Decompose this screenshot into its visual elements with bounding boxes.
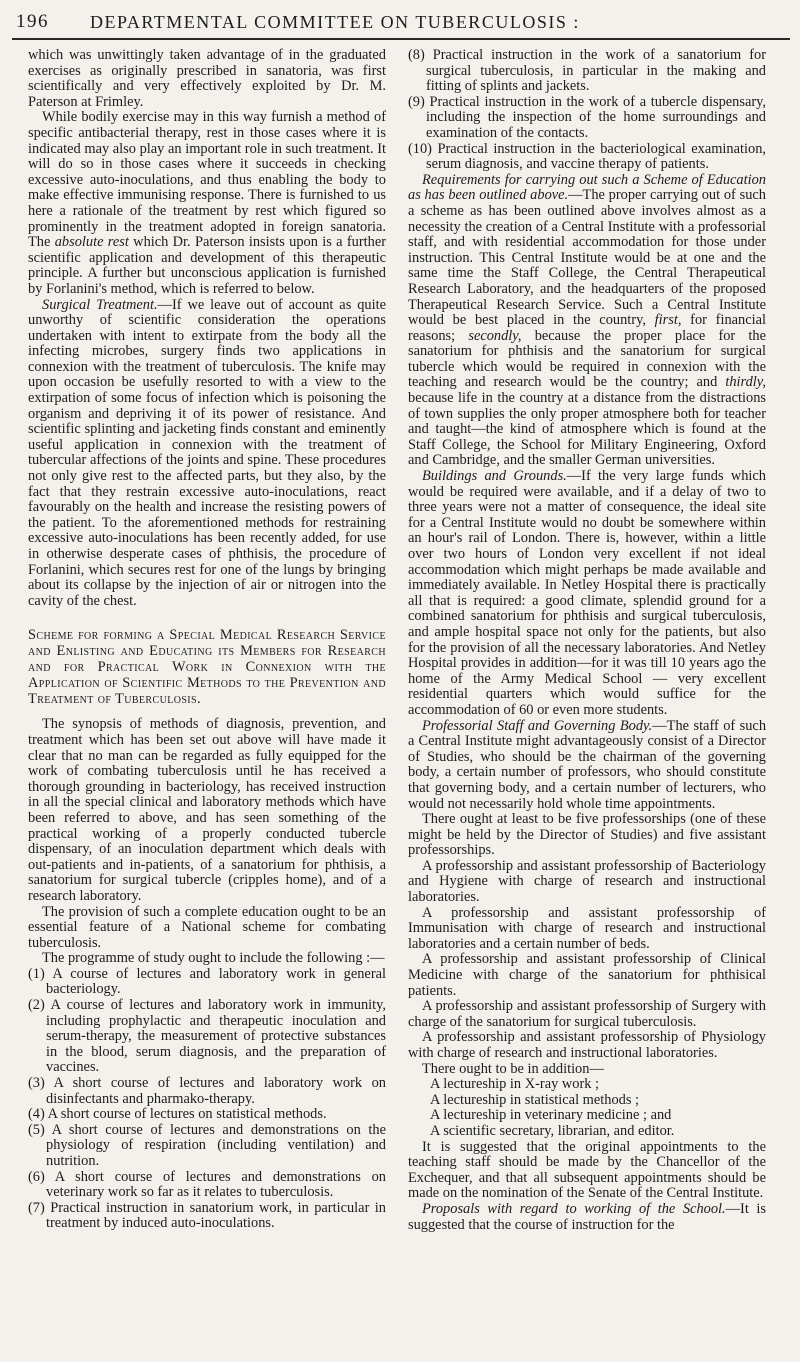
paragraph: There ought to be in addition— [422,1060,604,1077]
list-item: (4) A short course of lectures on statistical methods. [28,1106,327,1123]
list-item: A lectureship in statistical methods ; [430,1091,640,1108]
running-header [0,0,800,40]
list-item: (6) A short course of lectures and demonstrations on veterinary work so far as it relates to tuberculosis. [28,1168,386,1201]
list-item: (3) A short course of lectures and laboratory work on disinfectants and pharmako-therapy. [28,1075,386,1107]
list-item: (8) Practical instruction in the work of a sanatorium for surgical tuberculosis, in particular in the making and fitting of splints and jackets. [408,47,766,95]
paragraph: which was unwittingly taken advantage of in the graduated exercises as originally prescribed in sanatoria, was first scientifically and very effectively exploited by Dr. M. Paterson at Frimley. [28,47,386,110]
paragraph: The synopsis of methods of diagnosis, prevention, and treatment which has been set out above will have made it clear that no man can be regarded as fully equipped for the work of combating tuberculosis until he has received a thorough grounding in bacteriology, has received instruction in all the special clinical and laboratory methods which have been referred to above, and has seen something of the practical working of a properly conducted tubercle dispensary, of an inoculation department which deals with out-patients and in-patients, of a sanatorium for phthisis, a sanatorium for surgical tubercle (cripples home), and of a research laboratory. [28,716,386,904]
subheading: Buildings and Grounds. [422,468,567,485]
paragraph: It is suggested that the original appointments to the teaching staff should be made by the Chancellor of the Exchequer, and that all subsequent appointments should be made on the nomination of the Senate of the Central Institute. [408,1138,766,1202]
list-item: (5) A short course of lectures and demonstrations on the physiology of respiration (including ventilation) and nutrition. [28,1121,386,1169]
list-item: (7) Practical instruction in sanatorium work, in particular in treatment by induced auto-inoculations. [28,1199,386,1232]
paragraph: Requirements for carrying out such a Scheme of Education as has been outlined above.—The proper carrying out of such a scheme as has been outlined above involves almost as a necessity the creation of a Central Institute with a professorial staff, and with residential accommodation for those under instruction. This Central Institute would be at one and the same time the Staff College, the Central Therapeutical Research Laboratory, and the headquarters of the proposed Therapeutical Research Service. Such a Central Institute would be best placed in the country, first, for financial reasons; secondly, because the proper place for the sanatorium for phthisis and the sanatorium for surgical tubercle which would be required in connexion with the teaching and research would be the country; and thirdly, because life in the country at a distance from the distractions of town supplies the only proper atmosphere both for teacher and taught—the kind of atmosphere which is found at the Staff College, the School for Military Engineering, Oxford and Cambridge, and the smaller German universities. [408,171,766,469]
paragraph: The provision of such a complete education ought to be an essential feature of a National scheme for combating tuberculosis. [28,903,386,951]
paragraph: A professorship and assistant professorship of Immunisation with charge of research and instructional laboratories and a certain number of beds. [408,904,766,952]
paragraph: Professorial Staff and Governing Body.—The staff of such a Central Institute might advantageously consist of a Director of Studies, who should be the chairman of the governing body, a certain number of professors, who should constitute that governing body, and a certain number of lecturers, who would not necessarily hold whole time appointments. [408,717,767,812]
subheading: Professorial Staff and Governing Body. [422,717,653,734]
page-number: 196 [16,11,49,32]
paragraph: A professorship and assistant professorship of Surgery with charge of the sanatorium for surgical tuberculosis. [408,998,766,1030]
paragraph: A professorship and assistant professorship of Physiology with charge of research and instructional laboratories. [408,1029,766,1061]
paragraph: Surgical Treatment.—If we leave out of account as quite unworthy of scientific consideration the operations undertaken with intent to extirpate from the body all the infecting microbes, surgery finds two applications in connexion with the treatment of tuberculosis. The knife may upon occasion be usefully resorted to with a view to the extirpation of some focus of infection which is poisoning the organism and depriving it of its power of resistance. And scientific splinting and jacketing finds constant and eminently useful application in connexion with the treatment of tubercular affections of the joints and spine. These procedures not only give rest to the affected parts, but they also, by the fact that they restrain excessive auto-inoculations, react favourably on the health and increase the resisting powers of the patient. To the aforementioned methods for restraining excessive auto-inoculations has been recently added, for use in otherwise desperate cases of phthisis, the procedure of Forlanini, which secures rest for one of the lungs by bringing about its collapse by the injection of air or nitrogen into the cavity of the chest. [28,296,386,609]
left-column [28,48,386,1232]
right-column [408,48,766,1233]
subheading: Requirements for carrying out such a Scheme of Education as has been outlined above. [408,171,766,204]
running-title: DEPARTMENTAL COMMITTEE ON TUBERCULOSIS : [90,12,580,32]
list-item: A scientific secretary, librarian, and editor. [430,1122,675,1139]
subheading: Surgical Treatment. [42,296,158,313]
paragraph: The programme of study ought to include the following :— [42,950,385,967]
paragraph: A professorship and assistant professorship of Clinical Medicine with charge of the sanatorium for phthisical patients. [408,951,766,999]
paragraph: While bodily exercise may in this way furnish a method of specific antibacterial therapy, rest in those cases where it is indicated may also play an important role in such treatment. It will do so in those cases where it succeeds in checking excessive auto-inoculations, and thus enabling the body to make effective immunising response. There is furnished to us here a rationale of the treatment by rest which figured so prominently in the treatment adopted in foreign sanatoria. The absolute rest which Dr. Paterson insists upon is a further scientific application and development of this therapeutic principle. A further but unconscious application is furnished by Forlanini's method, which is referred to below. [28,109,387,297]
paragraph: There ought at least to be five professorships (one of these might be held by the Director of Studies) and five assistant professorships. [408,811,766,859]
list-item: A lectureship in veterinary medicine ; and [430,1107,672,1124]
paragraph: Buildings and Grounds.—If the very large funds which would be required were available, and if a delay of two to three years were not a matter of consequence, the ideal site for a Central Institute would no doubt be somewhere within an hour's rail of London. There is, however, within a little over two hours of London very excellent if not ideal accommodation which might perhaps be made available and immediately available. In Netley Hospital there is practically all that is required: a good climate, splendid ground for a combined sanatorium for phthisis and surgical tuberculosis, and ample hospital space not only for the patients, but also for the provision of all the necessary laboratories. And Netley Hospital provides in addition—for it was till 10 years ago the home of the Army Medical School — very excellent residential quarters which would suffice for the accommodation of 60 or even more students. [408,468,767,718]
list-item: (1) A course of lectures and laboratory work in general bacteriology. [28,965,386,998]
study-programme-list-continued [408,48,766,173]
list-item: (2) A course of lectures and laboratory work in immunity, including prophylactic and therapeutic inoculation and serum-therapy, the measurement of protective substances in the blood, serum diagnosis, and the preparation of vaccines. [28,997,386,1076]
subheading: Proposals with regard to working of the School. [422,1200,726,1217]
header-rule [12,38,790,40]
paragraph: Proposals with regard to working of the School.—It is suggested that the course of instruction for the [408,1200,766,1233]
study-programme-list [28,967,386,1232]
list-item: (9) Practical instruction in the work of a tubercle dispensary, including the inspection of the home surroundings and examination of the contacts. [408,93,766,141]
list-item: (10) Practical instruction in the bacteriological examination, serum diagnosis, and vaccine therapy of patients. [408,140,766,173]
section-heading: Scheme for forming a Special Medical Research Service and Enlisting and Educating its Members for Research and for Practical Work in Connexion with the Application of Scientific Methods to the Prevention and Treatment of Tuberculosis. [28,627,386,708]
paragraph: A professorship and assistant professorship of Bacteriology and Hygiene with charge of research and instructional laboratories. [408,857,766,906]
list-item: A lectureship in X-ray work ; [430,1076,600,1093]
